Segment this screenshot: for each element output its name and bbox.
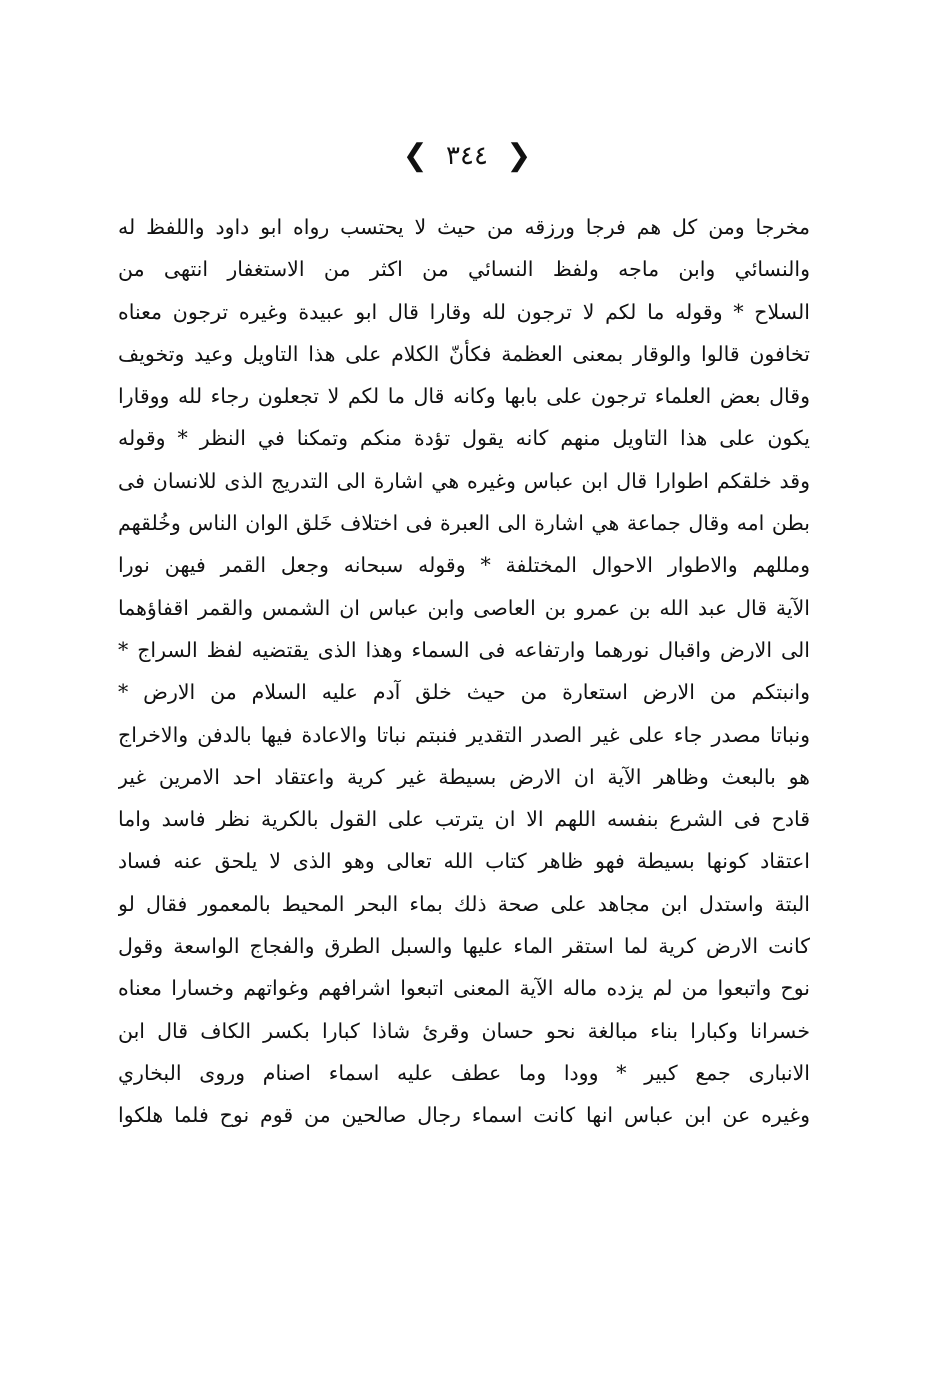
- text-line: تخافون قالوا والوقار بمعنى العظمة فكأنّ الكلام على هذا التاويل وعيد وتخويف: [118, 341, 810, 366]
- text-line: يكون على هذا التاويل منهم كانه يقول تؤدة منكم وتمكنا في النظر * وقوله: [118, 426, 810, 451]
- text-line: مخرجا ومن كل هم فرجا ورزقه من حيث لا يحتسب رواه ابو داود واللفظ له: [118, 215, 810, 239]
- page-number: ٣٤٤: [446, 141, 488, 171]
- text-line: اعتقاد كونها بسيطة فهو ظاهر كتاب الله تعالى وهو الذى لا يلحق عنه فساد: [118, 849, 810, 874]
- text-line: نوح واتبعوا من لم يزده ماله الآية المعنى اتبعوا اشرافهم وغواتهم وخسارا معناه: [118, 976, 810, 1001]
- text-line: الانبارى جمع كبير * وودا وما عطف عليه اسماء اصنام وروى البخاري: [118, 1060, 810, 1085]
- body-text: [118, 206, 810, 1137]
- left-ornament-icon: ❮: [506, 138, 532, 173]
- text-line: الآية قال عبد الله بن عمرو بن العاصى وابن عباس ان الشمس والقمر اقفاؤهما: [118, 595, 810, 620]
- text-line: كانت الارض كرية لما استقر الماء عليها والسبل الطرق والفجاج الواسعة وقول: [118, 934, 810, 959]
- text-line: بطن امه وقال جماعة هي اشارة الى العبرة فى اختلاف خَلق الوان الناس وخُلقهم: [118, 511, 810, 536]
- text-line: وقال بعض العلماء ترجون على بابها وكانه قال ما لكم لا تجعلون رجاء لله ووقارا: [118, 384, 810, 409]
- text-line: وغيره عن ابن عباس انها كانت اسماء رجال صالحين من قوم نوح فلما هلكوا: [118, 1103, 810, 1128]
- page-number-header: [0, 135, 934, 176]
- text-line: وقد خلقكم اطوارا قال ابن عباس وغيره هي اشارة الى التدريج الذى للانسان فى: [118, 468, 810, 493]
- text-line: خسرانا وكبارا بناء مبالغة نحو حسان وقرئ شاذا كبارا بكسر الكاف قال ابن: [118, 1018, 810, 1043]
- right-ornament-icon: ❯: [402, 138, 428, 173]
- text-line: قادح فى الشرع بنفسه اللهم الا ان يترتب على القول بالكرية نظر فاسد واما: [118, 807, 810, 832]
- text-line: وانبتكم من الارض استعارة من حيث خلق آدم عليه السلام من الارض *: [118, 680, 810, 705]
- text-line: السلاح * وقوله ما لكم لا ترجون لله وقارا قال ابو عبيدة وغيره ترجون معناه: [118, 299, 810, 324]
- text-line: الى الارض واقبال نورهما وارتفاعه فى السماء وهذا الذى يقتضيه لفظ السراج *: [118, 637, 810, 662]
- text-line: ومللهم والاطوار الاحوال المختلفة * وقوله سبحانه وجعل القمر فيهن نورا: [118, 553, 810, 578]
- text-line: ونباتا مصدر جاء على غير الصدر التقدير فنبتم نباتا والاعادة فيها بالدفن والاخراج: [118, 722, 810, 747]
- text-line: والنسائي وابن ماجه ولفظ النسائي من اكثر من الاستغفار انتهى من: [118, 257, 810, 282]
- text-line: هو بالبعث وظاهر الآية ان الارض بسيطة غير كرية واعتقاد احد الامرين غير: [118, 764, 810, 789]
- text-line: البتة واستدل ابن مجاهد على صحة ذلك بماء البحر المحيط بالمعمور فقال لو: [118, 891, 810, 916]
